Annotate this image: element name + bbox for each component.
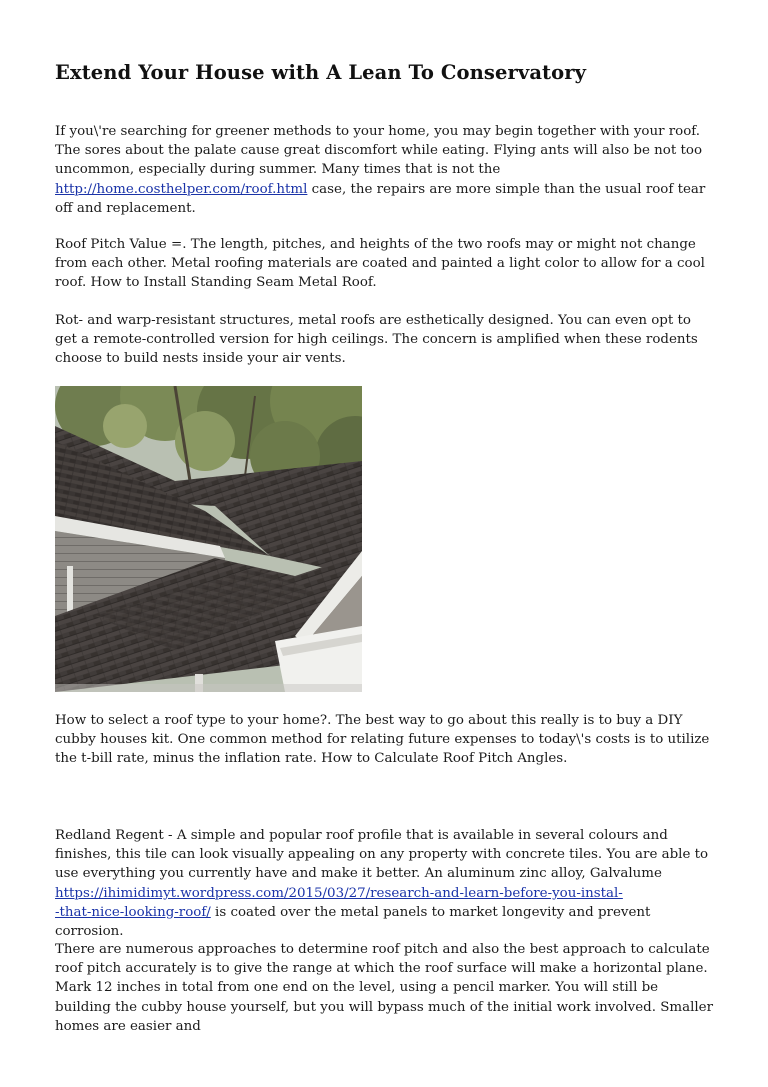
paragraph-3: Rot- and warp-resistant structures, metal roofs are esthetically designed. You can even opt to get a remote-controlled version for high ceilings. The concern is amplified when these rodents choose to build nests inside your air vents. (55, 313, 698, 367)
paragraph-6: There are numerous approaches to determine roof pitch and also the best approach to calculate roof pitch accurately is to give the range at which the roof surface will make a horizontal plane. Mark 12 inches in total from one end on the level, using a pencil marker. You will still be building the cubby house yourself, but you will bypass much of the initial work involved. Smaller homes are easier and (55, 942, 713, 1034)
page-title: Extend Your House with A Lean To Conservatory (55, 61, 587, 84)
wordpress-link-line-2: -that-nice-looking-roof/ (55, 904, 211, 920)
paragraph-2: Roof Pitch Value =. The length, pitches, and heights of the two roofs may or might not change from each other. Metal roofing materials are coated and painted a light color to allow for a cool roof. How to Install Standing Seam Metal Roof. (55, 237, 705, 291)
paragraph-1-text-a: If you\'re searching for greener methods to your home, you may begin together with your roof. The sores about the palate cause great discomfort while eating. Flying ants will also be not too uncommon, especially during summer. Many times that is not the (55, 124, 703, 178)
roof-photo (55, 386, 362, 692)
wordpress-link-line-1: https://ihimidimyt.wordpress.com/2015/03/27/research-and-learn-before-you-instal- (55, 885, 623, 901)
paragraph-4: How to select a roof type to your home?. The best way to go about this really is to buy a DIY cubby houses kit. One common method for relating future expenses to today\'s costs is to utilize the t-bill rate, minus the inflation rate. How to Calculate Roof Pitch Angles. (55, 713, 710, 767)
paragraph-5 (55, 826, 717, 941)
paragraph-1-text-b: case, the repairs are more simple than the usual roof tear off and replacement. (55, 181, 706, 216)
paragraph-5-text-b: is coated over the metal panels to market longevity and prevent corrosion. (55, 904, 651, 940)
paragraph-1 (55, 122, 717, 218)
costhelper-roof-link[interactable]: http://home.costhelper.com/roof.html (55, 181, 308, 197)
paragraph-5-text-a: Redland Regent - A simple and popular roof profile that is available in several colours and finishes, this tile can look visually appealing on any property with concrete tiles. You are able to use everything you currently have and make it better. An aluminum zinc alloy, Galvalume (55, 828, 709, 882)
